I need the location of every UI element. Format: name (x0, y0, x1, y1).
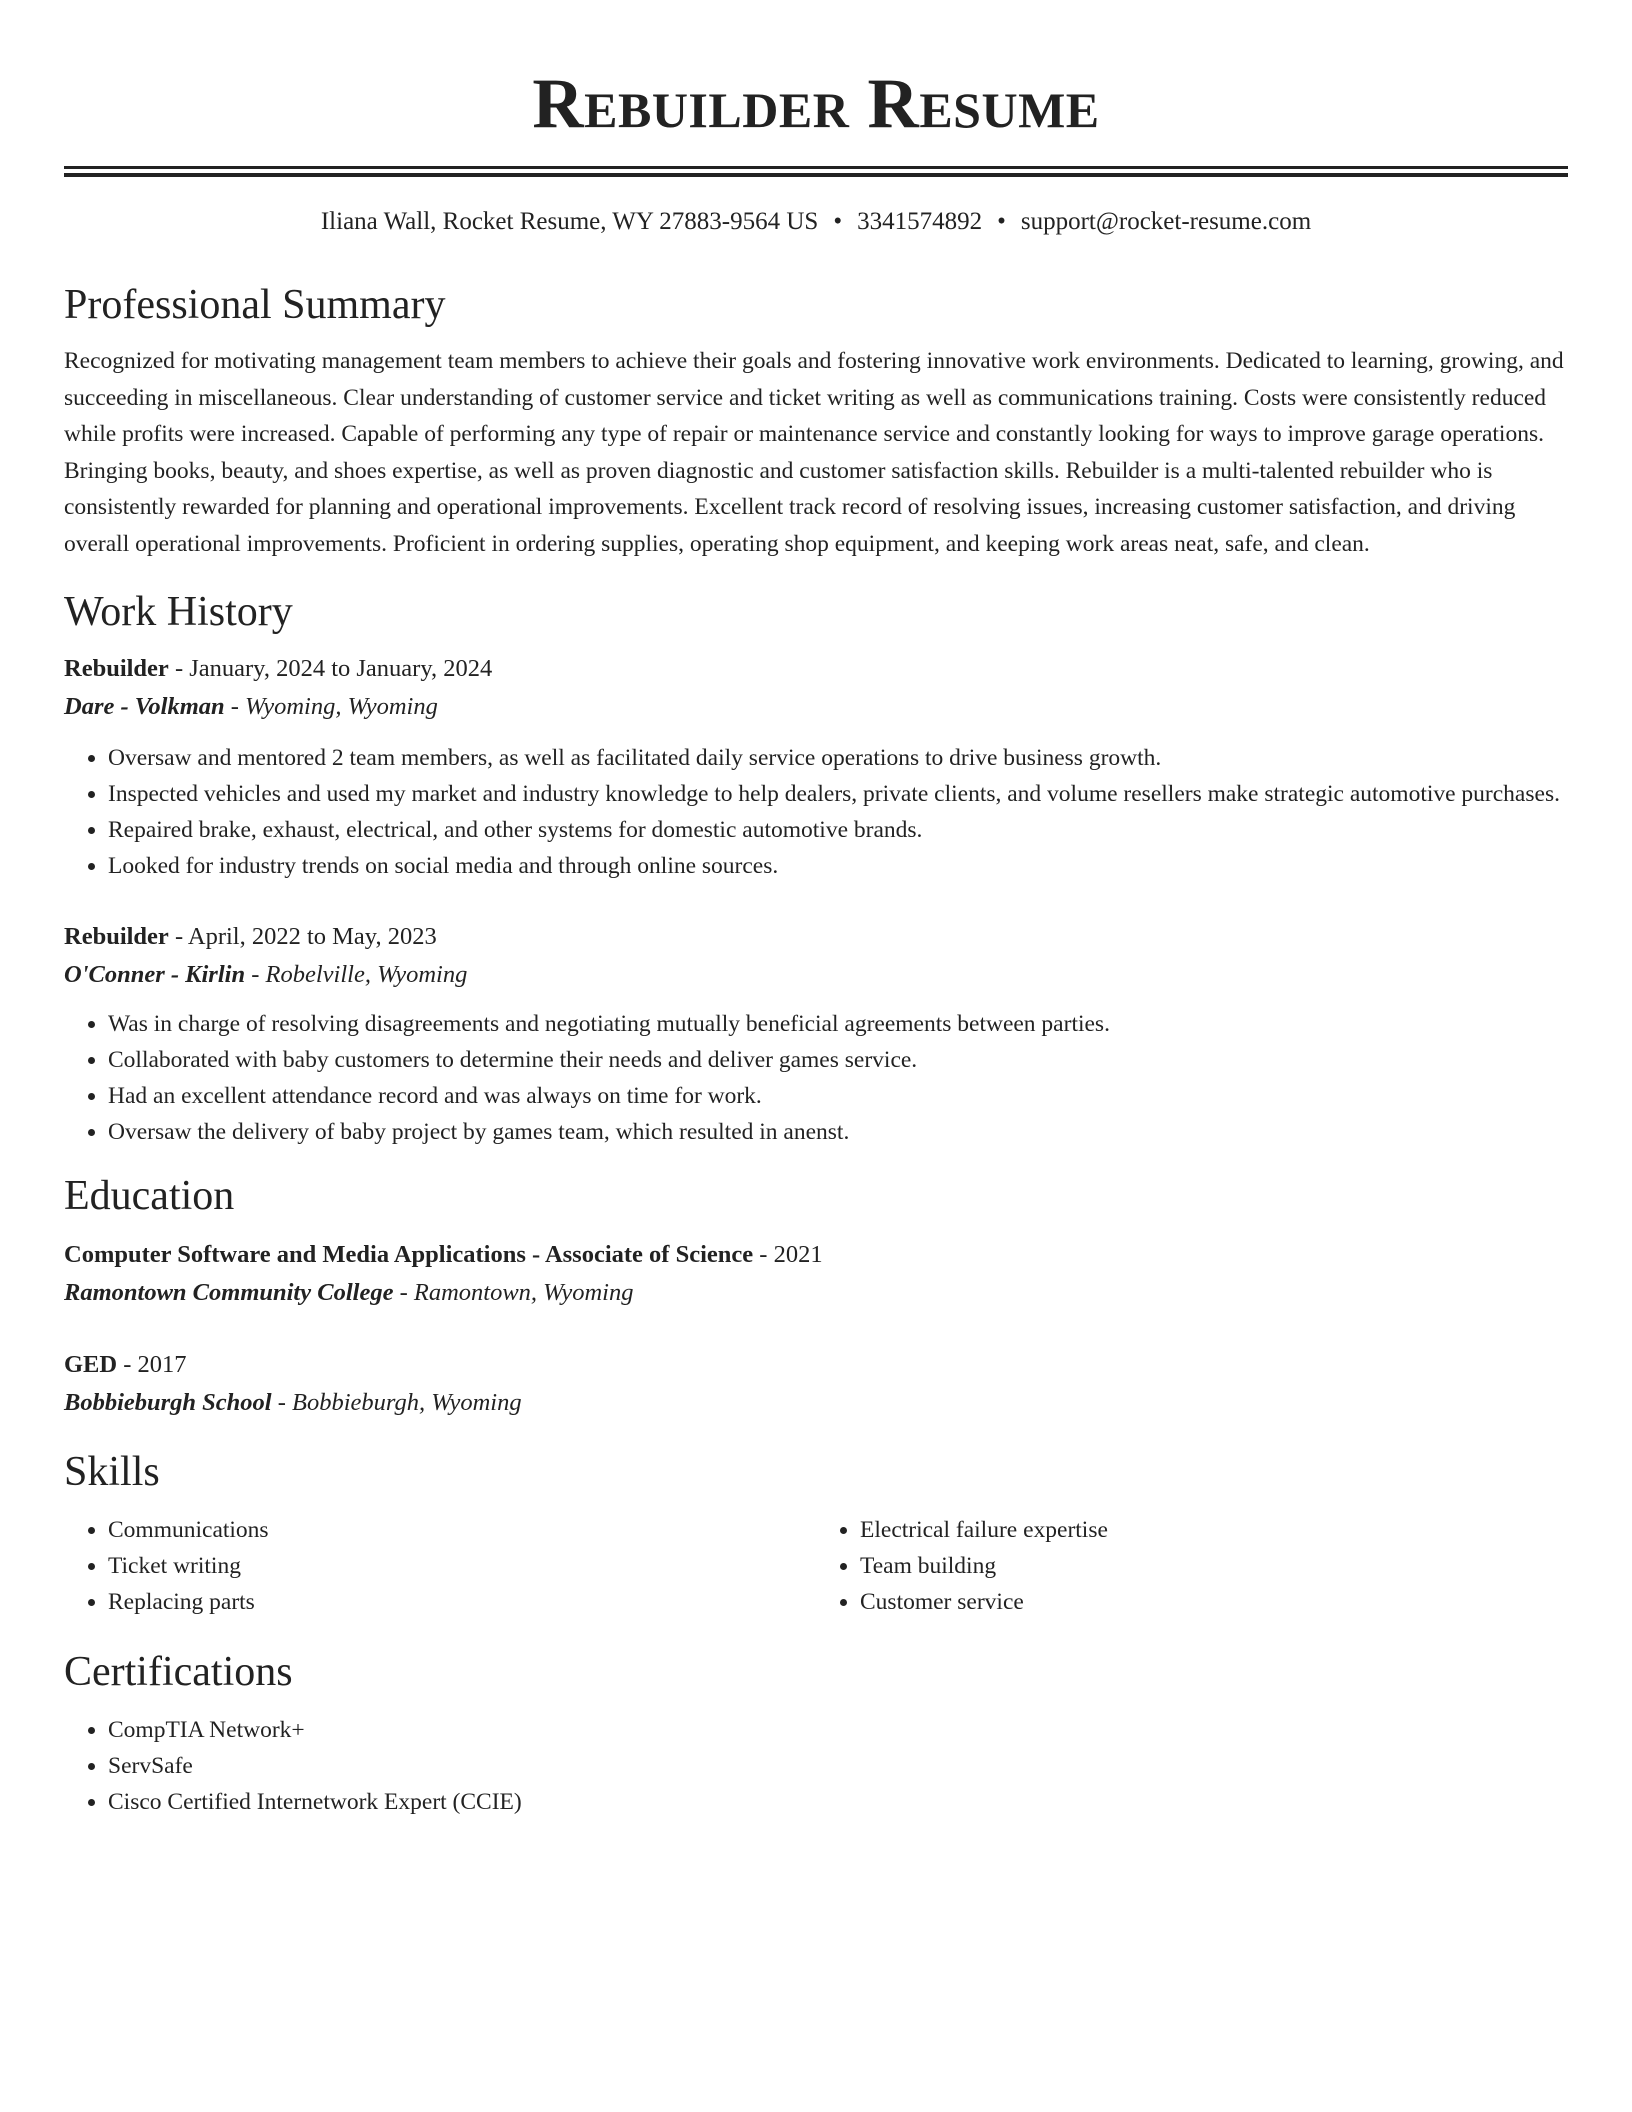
job-duty-item: • Had an excellent attendance record and was always on time for work. (108, 1078, 1568, 1114)
summary-heading: Professional Summary (64, 282, 446, 328)
job-title: Rebuilder (64, 655, 169, 682)
job-duty-item: • Collaborated with baby customers to determine their needs and deliver games service. (108, 1042, 1568, 1078)
contact-phone: 3341574892 (857, 208, 983, 235)
summary-text: Recognized for motivating management team members to achieve their goals and fostering innovative work environments. Dedicated to learning, growing, and succeeding in miscellaneous. Clear understanding of customer service and ticket writing as well as communications training. Costs were consistently reduced while profits were increased. Capable of performing any type of repair or maintenance service and constantly looking for ways to improve garage operations. Bringing books, beauty, and shoes expertise, as well as proven diagnostic and customer satisfaction skills. Rebuilder is a multi-talented rebuilder who is consistently rewarded for planning and operational improvements. Excellent track record of resolving issues, increasing customer satisfaction, and driving overall operational improvements. Proficient in ordering supplies, operating shop equipment, and keeping work areas neat, safe, and clean. (64, 348, 1564, 557)
job-employer (64, 688, 1568, 726)
skill-item: • Team building (860, 1548, 1568, 1584)
contact-line (64, 205, 1568, 239)
job-entry (64, 650, 1568, 884)
contact-separator: • (997, 208, 1006, 235)
contact-separator: • (833, 208, 843, 235)
education-school: Ramontown Community College (64, 1279, 394, 1306)
resume-title: Rebuilder Resume (532, 65, 1100, 143)
education-institution (64, 1274, 1568, 1312)
contact-address: Iliana Wall, Rocket Resume, WY 27883-9564 US (320, 208, 819, 235)
job-dates: - January, 2024 to January, 2024 (168, 655, 493, 682)
job-duties (64, 740, 1568, 884)
job-header (64, 918, 1568, 956)
job-dates: - April, 2022 to May, 2023 (168, 923, 437, 950)
education-heading: Education (64, 1173, 235, 1219)
job-duty-item: • Oversaw and mentored 2 team members, as well as facilitated daily service operations to drive business growth. (108, 740, 1568, 776)
education-header (64, 1236, 1568, 1274)
certifications-list (64, 1712, 1568, 1820)
education-header (64, 1346, 1568, 1384)
skill-item: • Communications (108, 1512, 816, 1548)
education-entry (64, 1346, 1568, 1422)
contact-email: support@rocket-resume.com (1020, 208, 1312, 235)
skills-column-right (816, 1512, 1568, 1620)
skills-list (64, 1512, 1568, 1620)
skills-column-left (64, 1512, 816, 1620)
work-history-heading: Work History (64, 589, 293, 635)
education-year: - 2017 (117, 1351, 187, 1378)
certification-item: • ServSafe (108, 1748, 1568, 1784)
certification-item: • CompTIA Network+ (108, 1712, 1568, 1748)
resume-page (64, 0, 1568, 1820)
job-location: - Wyoming, Wyoming (224, 693, 438, 720)
job-duties (64, 1006, 1568, 1150)
education-school: Bobbieburgh School (64, 1389, 272, 1416)
education-degree: Computer Software and Media Applications - Associate of Science (64, 1241, 754, 1268)
job-location: - Robelville, Wyoming (245, 961, 468, 988)
job-header (64, 650, 1568, 688)
education-institution (64, 1384, 1568, 1422)
skill-item: • Ticket writing (108, 1548, 816, 1584)
education-degree: GED (64, 1351, 118, 1378)
job-employer (64, 956, 1568, 994)
skill-item: • Replacing parts (108, 1584, 816, 1620)
job-duty-item: • Inspected vehicles and used my market and industry knowledge to help dealers, private clients, and volume resellers make strategic automotive purchases. (108, 776, 1568, 812)
job-company: O'Conner - Kirlin (64, 961, 246, 988)
certifications-heading: Certifications (64, 1649, 293, 1695)
job-title: Rebuilder (64, 923, 169, 950)
job-duty-item: • Looked for industry trends on social media and through online sources. (108, 848, 1568, 884)
job-duty-item: • Repaired brake, exhaust, electrical, and other systems for domestic automotive brands. (108, 812, 1568, 848)
education-year: - 2021 (753, 1241, 823, 1268)
job-company: Dare - Volkman (64, 693, 225, 720)
certification-item: • Cisco Certified Internetwork Expert (CCIE) (108, 1784, 1568, 1820)
education-entry (64, 1236, 1568, 1312)
skill-item: • Electrical failure expertise (860, 1512, 1568, 1548)
title-divider (64, 166, 1568, 177)
skill-item: • Customer service (860, 1584, 1568, 1620)
job-duty-item: • Oversaw the delivery of baby project by games team, which resulted in anenst. (108, 1114, 1568, 1150)
job-duty-item: • Was in charge of resolving disagreements and negotiating mutually beneficial agreements between parties. (108, 1006, 1568, 1042)
skills-heading: Skills (64, 1449, 160, 1495)
job-entry (64, 918, 1568, 1150)
education-location: - Ramontown, Wyoming (393, 1279, 634, 1306)
education-location: - Bobbieburgh, Wyoming (271, 1389, 522, 1416)
